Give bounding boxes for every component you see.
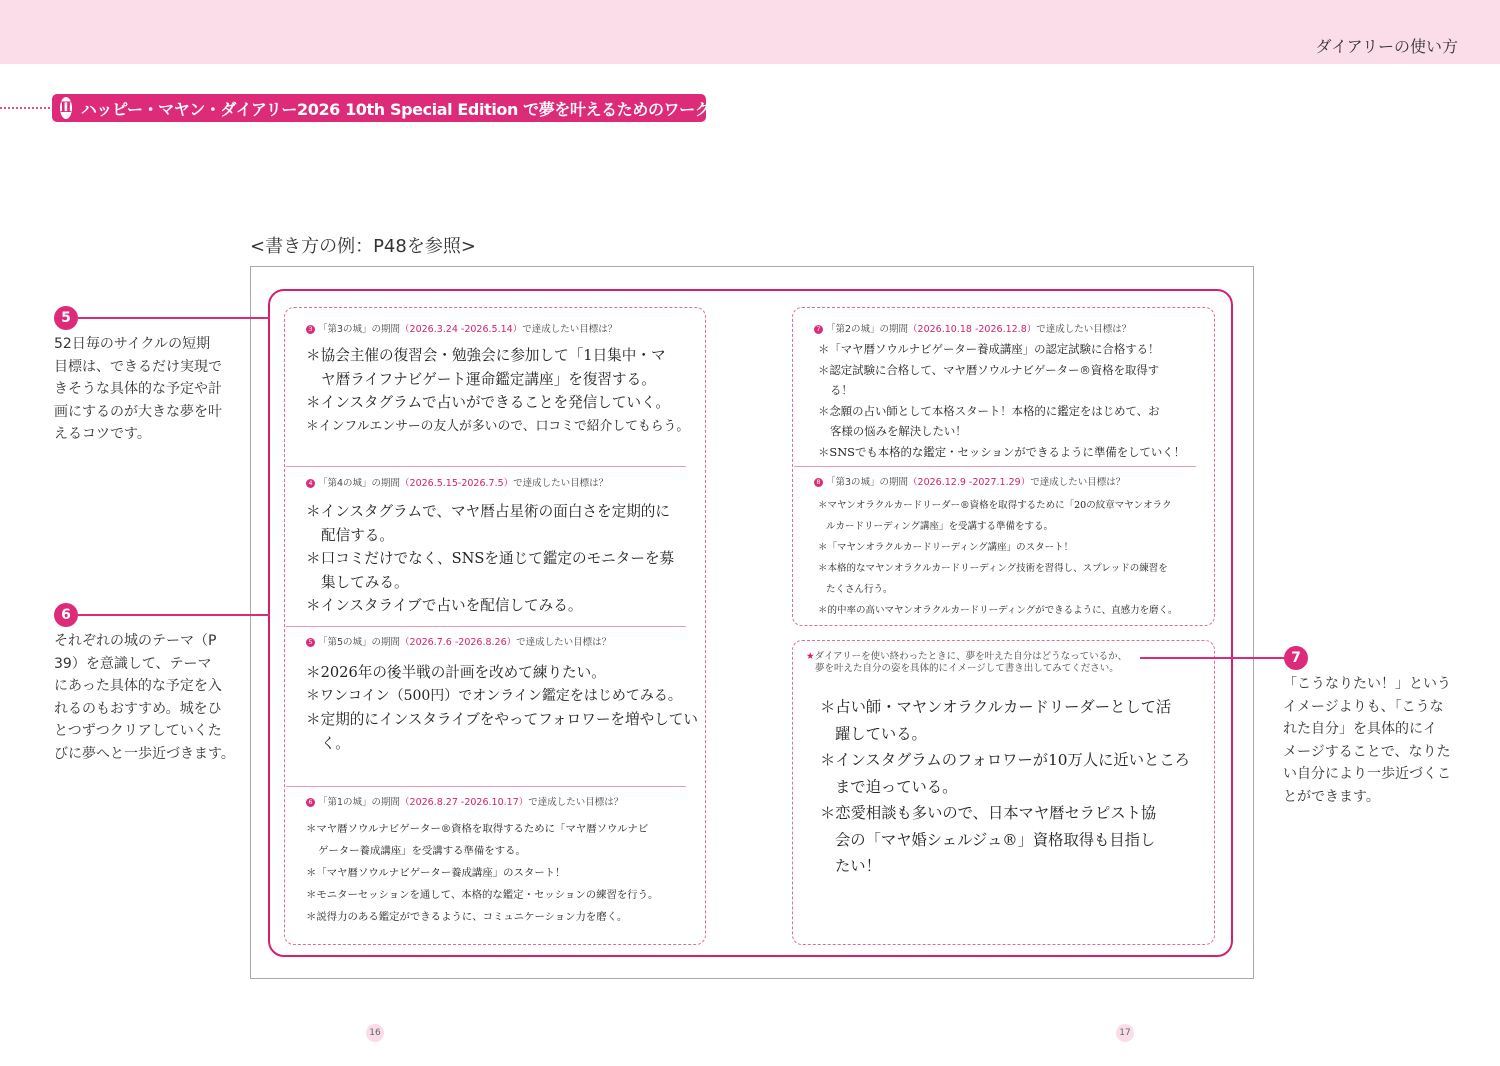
goal-lines: ＊マヤンオラクルカードリーダー®資格を取得するために「20の紋章マヤンオラク ルカードリーディング講座」を受講する準備をする。 ＊「マヤンオラクルカードリーディング講座」のスタート！ ＊本格的なマヤンオラクルカードリーディング技術を習得し、スプレッドの練習を たくさん行う。 ＊的中率の高いマヤンオラクルカードリーディングができるように、直感力を磨く。 xyxy=(818,500,1178,616)
callout-leader-line xyxy=(1140,657,1285,659)
page-number-left: 16 xyxy=(366,1024,384,1042)
callout-number-badge: 5 xyxy=(54,306,78,330)
castle-period-heading: 4 「第4の城」の期間（2026.5.15-2026.7.5）で達成したい目標は？ xyxy=(306,475,608,489)
castle-period-heading: 5 「第5の城」の期間（2026.7.6 -2026.8.26）で達成したい目標は？ xyxy=(306,634,611,648)
divider xyxy=(794,466,1196,467)
section-banner xyxy=(52,94,758,122)
callout-number-badge: 6 xyxy=(54,603,78,627)
goal-lines: ＊協会主催の復習会・勉強会に参加して「1日集中・マ ヤ暦ライフナビゲート運命鑑定講座」を復習する。 ＊インスタグラムで占いができることを発信していく。 ＊インフルエンサーの友人が多いので、口コミで紹介してもらう。 xyxy=(306,347,690,434)
period-number-badge: 8 xyxy=(814,478,823,487)
callout-leader-line xyxy=(78,317,270,319)
divider xyxy=(286,786,686,787)
period-number-badge: 6 xyxy=(306,798,315,807)
section-title: ハッピー・マヤン・ダイアリー2026 10th Special Edition で夢を叶えるためのワークシート xyxy=(80,99,758,119)
star-icon: ★ xyxy=(806,651,815,662)
callout-text: 52日毎のサイクルの短期 目標は、できるだけ実現で きそうな具体的な予定や計 画にするのが大きな夢を叶 えるコツです。 xyxy=(54,336,222,442)
castle-period-heading: 3 「第3の城」の期間（2026.3.24 -2026.5.14）で達成したい目標は？ xyxy=(306,321,617,335)
castle-period-heading: 6 「第1の城」の期間（2026.8.27 -2026.10.17）で達成したい目標は？ xyxy=(306,794,623,808)
goal-lines: ＊2026年の後半戦の計画を改めて練りたい。 ＊ワンコイン（500円）でオンライン鑑定をはじめてみる。 ＊定期的にインスタライブをやってフォロワーを増やしてい く。 xyxy=(306,664,698,752)
period-number-badge: 4 xyxy=(306,479,315,488)
goal-lines: ＊マヤ暦ソウルナビゲーター®資格を取得するために「マヤ暦ソウルナビ ゲーター養成講座」を受講する準備をする。 ＊「マヤ暦ソウルナビゲーター養成講座」のスタート！ ＊モニターセッションを通して、本格的な鑑定・セッションの練習を行う。 ＊説得力のある鑑定ができるように、コミュニケーション力を磨く。 xyxy=(306,823,659,923)
page-number-right: 17 xyxy=(1116,1024,1134,1042)
callout-leader-line xyxy=(78,614,270,616)
castle-period-heading: 8 「第3の城」の期間（2026.12.9 -2027.1.29）で達成したい目標は？ xyxy=(814,474,1125,488)
period-number-badge: 7 xyxy=(814,325,823,334)
goal-lines: ＊インスタグラムで、マヤ暦占星術の面白さを定期的に 配信する。 ＊口コミだけでなく、SNSを通じて鑑定のモニターを募 集してみる。 ＊インスタライブで占いを配信してみる。 xyxy=(306,503,675,614)
goal-lines: ＊「マヤ暦ソウルナビゲーター養成講座」の認定試験に合格する！ ＊認定試験に合格して、マヤ暦ソウルナビゲーター®資格を取得す る！ ＊念願の占い師として本格スタート！本格的に鑑定をはじめて、お 客様の悩みを解決したい！ ＊SNSでも本格的な鑑定・セッションができるように準備をしていく！ xyxy=(818,342,1186,459)
roman-numeral-badge: Ⅱ xyxy=(60,97,72,119)
period-number-badge: 5 xyxy=(306,638,315,647)
divider xyxy=(286,466,686,467)
top-band xyxy=(0,0,1500,64)
future-lines: ＊占い師・マヤンオラクルカードリーダーとして活 躍している。 ＊インスタグラムのフォロワーが10万人に近いところ まで迫っている。 ＊恋愛相談も多いので、日本マヤ暦セラピスト協 会の「マヤ婚シェルジュ®」資格取得も目指し たい！ xyxy=(820,698,1190,875)
castle-period-heading: 7 「第2の城」の期間（2026.10.18 -2026.12.8）で達成したい目標は？ xyxy=(814,321,1131,335)
callout-number-badge: 7 xyxy=(1284,646,1308,670)
header-label: ダイアリーの使い方 xyxy=(1315,37,1458,56)
callout-text: 「こうなりたい！」という イメージよりも、「こうな れた自分」を具体的にイ メージすることで、なりた い自分により一歩近づくこ とができます。 xyxy=(1283,676,1451,805)
leader-dots xyxy=(0,107,50,109)
example-caption: <書き方の例：P48を参照> xyxy=(250,236,476,257)
callout-text: それぞれの城のテーマ（P 39）を意識して、テーマ にあった具体的な予定を入 れるのもおすすめ。城をひ とつずつクリアしていくた びに夢へと一歩近づきます。 xyxy=(54,633,235,762)
future-prompt: ★ダイアリーを使い終わったときに、夢を叶えた自分はどうなっているか、 夢を叶えた自分の姿を具体的にイメージして書き出してみてください。 xyxy=(806,651,1128,674)
divider xyxy=(286,626,686,627)
period-number-badge: 3 xyxy=(306,325,315,334)
